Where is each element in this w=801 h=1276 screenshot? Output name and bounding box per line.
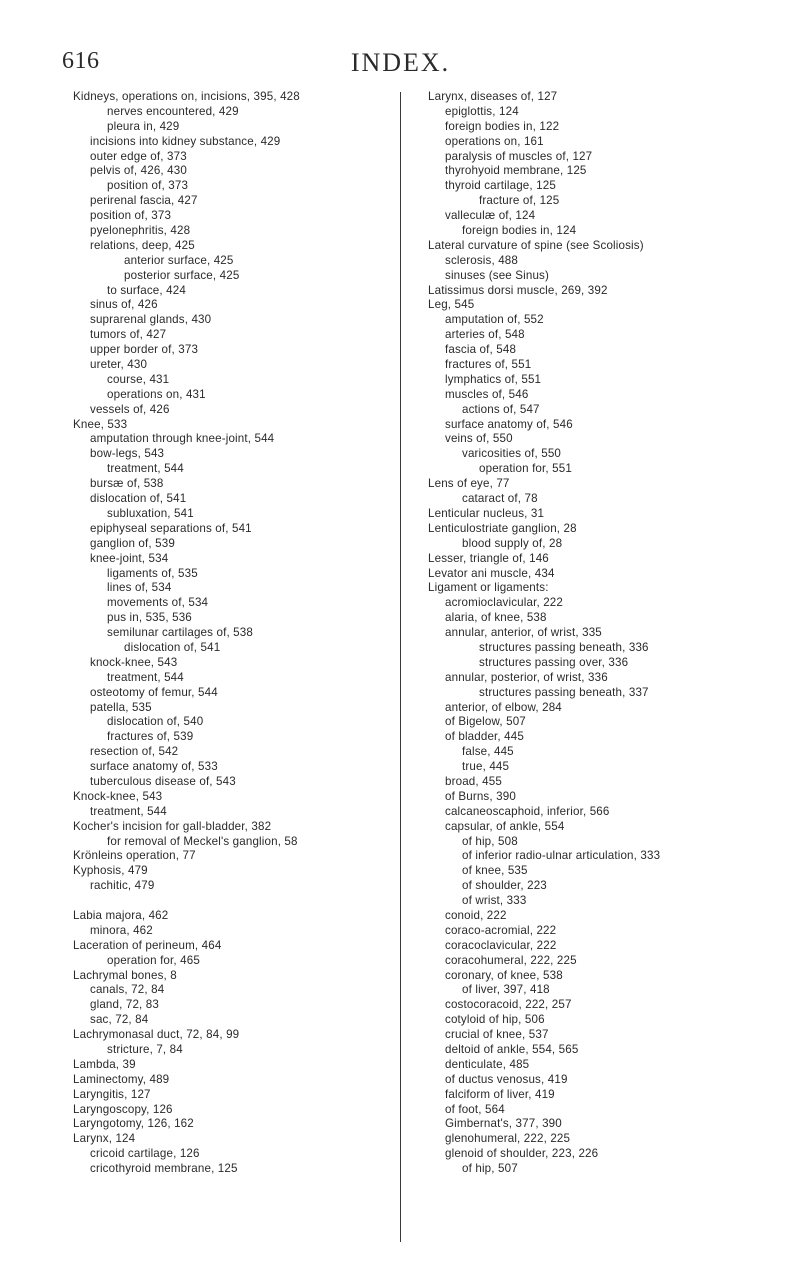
- index-subentry: structures passing beneath, 337: [479, 685, 649, 699]
- index-subentry: operations on, 431: [107, 387, 206, 401]
- index-subentry: of Burns, 390: [445, 789, 516, 803]
- index-subentry: sinuses (see Sinus): [445, 268, 550, 282]
- index-heading: Krönleins operation, 77: [73, 849, 196, 863]
- index-subentry: dislocation of, 541: [90, 492, 187, 506]
- index-subentry: osteotomy of femur, 544: [90, 685, 218, 699]
- index-subentry: coracohumeral, 222, 225: [445, 953, 577, 967]
- index-heading: Lachrymal bones, 8: [73, 968, 177, 982]
- index-subentry: costocoracoid, 222, 257: [445, 998, 572, 1012]
- index-heading: Lateral curvature of spine (see Scoliosis): [428, 238, 644, 252]
- left-index-column: [56, 90, 406, 1177]
- index-subentry: patella, 535: [90, 700, 152, 714]
- index-subentry: surface anatomy of, 533: [90, 760, 218, 774]
- index-subentry: course, 431: [107, 372, 170, 386]
- index-subentry: foreign bodies in, 122: [445, 119, 560, 133]
- index-subentry: deltoid of ankle, 554, 565: [445, 1043, 579, 1056]
- index-heading: Laminectomy, 489: [73, 1072, 170, 1086]
- index-subentry: gland, 72, 83: [90, 998, 159, 1012]
- index-heading: Lens of eye, 77: [428, 477, 510, 491]
- index-subentry: fractures of, 551: [445, 358, 532, 372]
- index-subentry: epiphyseal separations of, 541: [90, 521, 252, 535]
- index-heading: Knee, 533: [73, 417, 128, 431]
- index-subentry: denticulate, 485: [445, 1057, 530, 1071]
- index-subentry: sac, 72, 84: [90, 1013, 149, 1027]
- index-subentry: outer edge of, 373: [90, 149, 187, 163]
- index-subentry: coronary, of knee, 538: [445, 968, 563, 982]
- index-subentry: treatment, 544: [90, 804, 167, 818]
- index-subentry: position of, 373: [90, 209, 172, 223]
- index-subentry: dislocation of, 541: [124, 640, 221, 654]
- index-subentry: of knee, 535: [462, 864, 528, 878]
- index-subentry: sclerosis, 488: [445, 253, 518, 267]
- index-subentry: to surface, 424: [107, 283, 186, 297]
- index-subentry: knee-joint, 534: [90, 551, 169, 565]
- index-subentry: of liver, 397, 418: [462, 983, 550, 997]
- index-subentry: of hip, 507: [462, 1162, 518, 1176]
- index-subentry: pleura in, 429: [107, 119, 180, 133]
- index-subentry: fractures of, 539: [107, 730, 194, 744]
- index-subentry: lines of, 534: [107, 581, 172, 595]
- index-subentry: paralysis of muscles of, 127: [445, 149, 593, 163]
- index-subentry: cricoid cartilage, 126: [90, 1147, 200, 1161]
- index-subentry: canals, 72, 84: [90, 983, 165, 997]
- index-subentry: for removal of Meckel's ganglion, 58: [107, 834, 298, 848]
- index-subentry: ganglion of, 539: [90, 536, 175, 550]
- page-title: INDEX.: [350, 48, 451, 77]
- index-subentry: dislocation of, 540: [107, 715, 204, 729]
- index-subentry: of hip, 508: [462, 834, 518, 848]
- index-subentry: resection of, 542: [90, 745, 179, 759]
- index-heading: Laryngoscopy, 126: [73, 1102, 173, 1116]
- index-subentry: blood supply of, 28: [462, 536, 563, 550]
- right-index-column: [411, 90, 797, 1177]
- index-subentry: of ductus venosus, 419: [445, 1072, 568, 1086]
- index-heading: Leg, 545: [428, 298, 475, 312]
- index-subentry: structures passing over, 336: [479, 655, 629, 669]
- index-subentry: treatment, 544: [107, 670, 184, 684]
- index-subentry: cataract of, 78: [462, 492, 538, 506]
- index-subentry: minora, 462: [90, 923, 153, 937]
- index-subentry: ligaments of, 535: [107, 566, 198, 580]
- index-subentry: bow-legs, 543: [90, 447, 165, 461]
- index-heading: Ligament or ligaments:: [428, 581, 549, 595]
- index-subentry: false, 445: [462, 745, 514, 759]
- index-subentry: knock-knee, 543: [90, 655, 178, 669]
- index-subentry: arteries of, 548: [445, 328, 525, 342]
- index-subentry: of Bigelow, 507: [445, 715, 526, 729]
- index-heading: Knock-knee, 543: [73, 789, 163, 803]
- index-subentry: veins of, 550: [445, 432, 513, 446]
- index-subentry: anterior surface, 425: [124, 253, 234, 267]
- index-subentry: alaria, of knee, 538: [445, 611, 547, 625]
- index-subentry: incisions into kidney substance, 429: [90, 134, 281, 148]
- index-subentry: movements of, 534: [107, 596, 209, 610]
- index-subentry: fascia of, 548: [445, 343, 517, 357]
- page-header: [0, 48, 801, 88]
- index-subentry: pus in, 535, 536: [107, 611, 192, 625]
- index-subentry: varicosities of, 550: [462, 447, 562, 461]
- index-subentry: thyrohyoid membrane, 125: [445, 164, 587, 178]
- index-subentry: pelvis of, 426, 430: [90, 164, 187, 178]
- index-subentry: treatment, 544: [107, 462, 184, 476]
- index-subentry: of bladder, 445: [445, 730, 524, 744]
- index-subentry: valleculæ of, 124: [445, 209, 536, 223]
- index-heading: Lenticulostriate ganglion, 28: [428, 521, 577, 535]
- index-subentry: foreign bodies in, 124: [462, 224, 577, 238]
- index-subentry: cotyloid of hip, 506: [445, 1013, 545, 1027]
- index-subentry: true, 445: [462, 760, 510, 774]
- index-subentry: glenoid of shoulder, 223, 226: [445, 1147, 599, 1161]
- index-subentry: capsular, of ankle, 554: [445, 819, 565, 833]
- index-subentry: calcaneoscaphoid, inferior, 566: [445, 804, 610, 818]
- index-subentry: subluxation, 541: [107, 506, 194, 520]
- index-subentry: amputation of, 552: [445, 313, 544, 327]
- index-subentry: tumors of, 427: [90, 328, 167, 342]
- index-subentry: vessels of, 426: [90, 402, 170, 416]
- index-subentry: coraco-acromial, 222: [445, 923, 557, 937]
- index-subentry: suprarenal glands, 430: [90, 313, 212, 327]
- index-subentry: position of, 373: [107, 179, 189, 193]
- index-subentry: structures passing beneath, 336: [479, 640, 649, 654]
- index-subentry: coracoclavicular, 222: [445, 938, 557, 952]
- index-subentry: epiglottis, 124: [445, 104, 519, 118]
- index-heading: Lambda, 39: [73, 1057, 136, 1071]
- index-subentry: tuberculous disease of, 543: [90, 774, 236, 788]
- index-subentry: posterior surface, 425: [124, 268, 240, 282]
- index-subentry: conoid, 222: [445, 908, 507, 922]
- index-subentry: semilunar cartilages of, 538: [107, 626, 253, 640]
- index-subentry: falciform of liver, 419: [445, 1087, 555, 1101]
- section-gap: [56, 894, 406, 909]
- index-heading: Lachrymonasal duct, 72, 84, 99: [73, 1028, 240, 1042]
- index-heading: Lenticular nucleus, 31: [428, 506, 545, 520]
- index-subentry: ureter, 430: [90, 358, 148, 372]
- index-subentry: nerves encountered, 429: [107, 104, 239, 118]
- index-subentry: surface anatomy of, 546: [445, 417, 573, 431]
- index-subentry: of shoulder, 223: [462, 879, 547, 893]
- index-heading: Laryngotomy, 126, 162: [73, 1117, 194, 1131]
- index-subentry: lymphatics of, 551: [445, 372, 542, 386]
- index-subentry: relations, deep, 425: [90, 238, 195, 252]
- index-subentry: of wrist, 333: [462, 894, 527, 908]
- index-subentry: upper border of, 373: [90, 343, 199, 357]
- index-subentry: cricothyroid membrane, 125: [90, 1162, 238, 1176]
- index-subentry: glenohumeral, 222, 225: [445, 1132, 571, 1146]
- index-subentry: stricture, 7, 84: [107, 1043, 183, 1056]
- index-subentry: crucial of knee, 537: [445, 1028, 549, 1042]
- index-heading: Latissimus dorsi muscle, 269, 392: [428, 283, 608, 297]
- index-heading: Lesser, triangle of, 146: [428, 551, 549, 565]
- index-heading: Larynx, 124: [73, 1132, 136, 1146]
- index-subentry: Gimbernat's, 377, 390: [445, 1117, 562, 1131]
- index-subentry: anterior, of elbow, 284: [445, 700, 562, 714]
- index-subentry: sinus of, 426: [90, 298, 158, 312]
- index-heading: Larynx, diseases of, 127: [428, 90, 558, 103]
- index-heading: Laceration of perineum, 464: [73, 938, 222, 952]
- page-number: 616: [62, 48, 100, 74]
- index-heading: Levator ani muscle, 434: [428, 566, 555, 580]
- index-subentry: acromioclavicular, 222: [445, 596, 564, 610]
- index-subentry: perirenal fascia, 427: [90, 194, 198, 208]
- index-subentry: rachitic, 479: [90, 879, 155, 893]
- index-subentry: annular, posterior, of wrist, 336: [445, 670, 608, 684]
- index-heading: Labia majora, 462: [73, 908, 169, 922]
- index-heading: Kocher's incision for gall-bladder, 382: [73, 819, 272, 833]
- index-subentry: operation for, 465: [107, 953, 200, 967]
- index-subentry: operations on, 161: [445, 134, 544, 148]
- index-heading: Laryngitis, 127: [73, 1087, 151, 1101]
- index-heading: Kyphosis, 479: [73, 864, 148, 878]
- index-heading: Kidneys, operations on, incisions, 395, 428: [73, 90, 300, 103]
- index-subentry: bursæ of, 538: [90, 477, 164, 491]
- index-subentry: actions of, 547: [462, 402, 540, 416]
- index-subentry: annular, anterior, of wrist, 335: [445, 626, 602, 640]
- index-subentry: amputation through knee-joint, 544: [90, 432, 275, 446]
- index-subentry: pyelonephritis, 428: [90, 224, 191, 238]
- index-subentry: of foot, 564: [445, 1102, 505, 1116]
- index-subentry: muscles of, 546: [445, 387, 529, 401]
- index-subentry: of inferior radio-ulnar articulation, 333: [462, 849, 661, 863]
- column-divider: [400, 92, 401, 1242]
- index-subentry: broad, 455: [445, 774, 502, 788]
- index-subentry: thyroid cartilage, 125: [445, 179, 556, 193]
- index-subentry: fracture of, 125: [479, 194, 560, 208]
- index-subentry: operation for, 551: [479, 462, 572, 476]
